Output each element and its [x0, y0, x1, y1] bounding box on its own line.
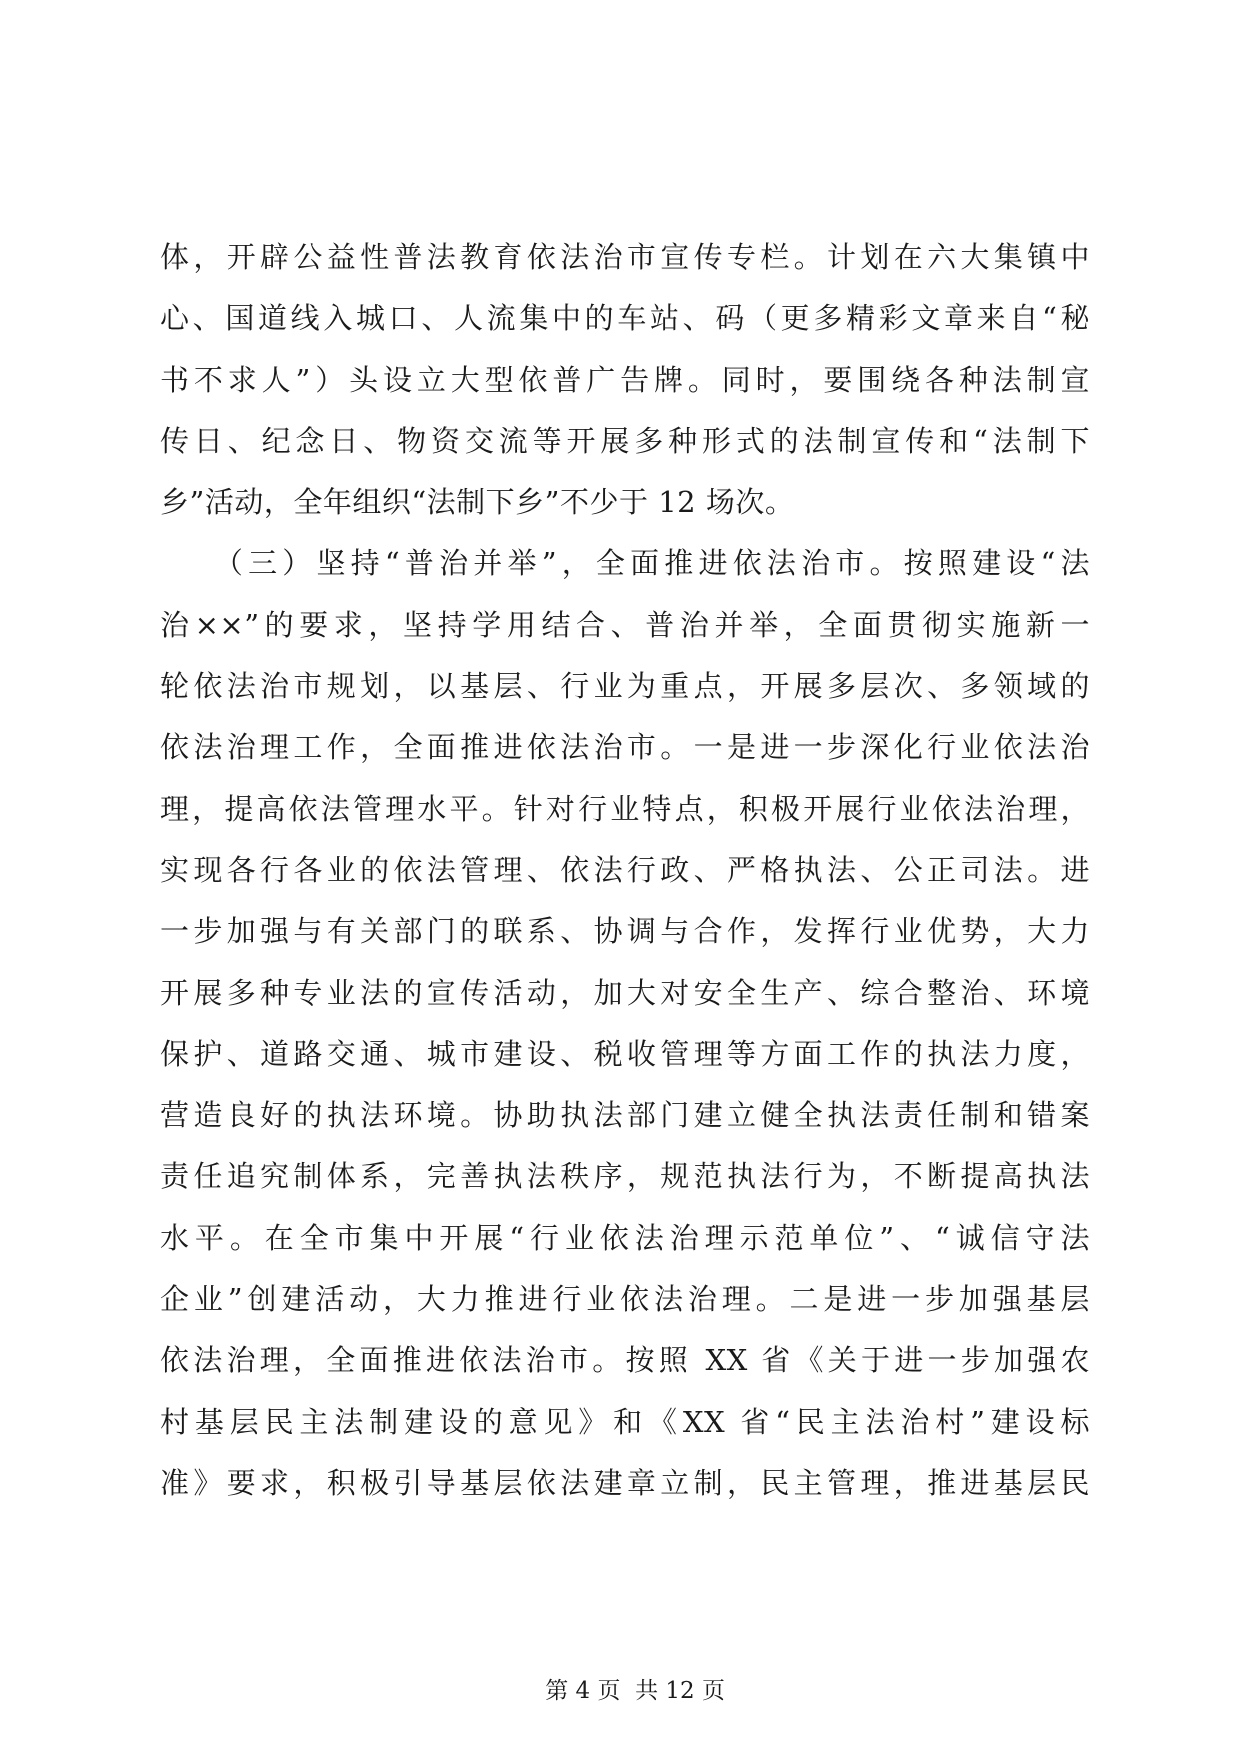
text-line: 心、国道线入城口、人流集中的车站、码（更多精彩文章来自“秘	[160, 301, 1090, 336]
text-line: 体，开辟公益性普法教育依法治市宣传专栏。计划在六大集镇中	[160, 240, 1090, 274]
text-line: 准》要求，积极引导基层依法建章立制，民主管理，推进基层民	[160, 1465, 1090, 1500]
text-line: 责任追究制体系，完善执法秩序，规范执法行为，不断提高执法	[160, 1159, 1090, 1194]
text-line: 传日、纪念日、物资交流等开展多种形式的法制宣传和“法制下	[160, 423, 1090, 458]
text-line: 书不求人”）头设立大型依普广告牌。同时，要围绕各种法制宣	[160, 362, 1090, 397]
text-line: 治××”的要求，坚持学用结合、普治并举，全面贯彻实施新一	[160, 607, 1090, 642]
text-line: 一步加强与有关部门的联系、协调与合作，发挥行业优势，大力	[160, 914, 1090, 949]
text-line: 理，提高依法管理水平。针对行业特点，积极开展行业依法治理，	[160, 791, 1090, 826]
text-line: （三）坚持“普治并举”，全面推进依法治市。按照建设“法	[160, 546, 1090, 581]
text-line: 保护、道路交通、城市建设、税收管理等方面工作的执法力度，	[160, 1036, 1090, 1071]
text-line: 依法治理，全面推进依法治市。按照 XX 省《关于进一步加强农	[160, 1343, 1090, 1378]
text-line: 企业”创建活动，大力推进行业依法治理。二是进一步加强基层	[160, 1282, 1090, 1317]
text-line: 实现各行各业的依法管理、依法行政、严格执法、公正司法。进	[160, 852, 1090, 887]
text-line: 乡”活动，全年组织“法制下乡”不少于 12 场次。	[160, 485, 795, 520]
text-line: 轮依法治市规划，以基层、行业为重点，开展多层次、多领域的	[160, 669, 1090, 704]
text-line: 村基层民主法制建设的意见》和《XX 省“民主法治村”建设标	[160, 1404, 1090, 1439]
text-line: 营造良好的执法环境。协助执法部门建立健全执法责任制和错案	[160, 1098, 1090, 1133]
text-line: 开展多种专业法的宣传活动，加大对安全生产、综合整治、环境	[160, 975, 1090, 1010]
text-line: 依法治理工作，全面推进依法治市。一是进一步深化行业依法治	[160, 730, 1090, 765]
body-text	[160, 227, 1090, 1514]
page-footer	[0, 1646, 1241, 1736]
text-line: 水平。在全市集中开展“行业依法治理示范单位”、“诚信守法	[160, 1220, 1090, 1255]
page-number: 第 4 页 共 12 页	[545, 1678, 726, 1704]
